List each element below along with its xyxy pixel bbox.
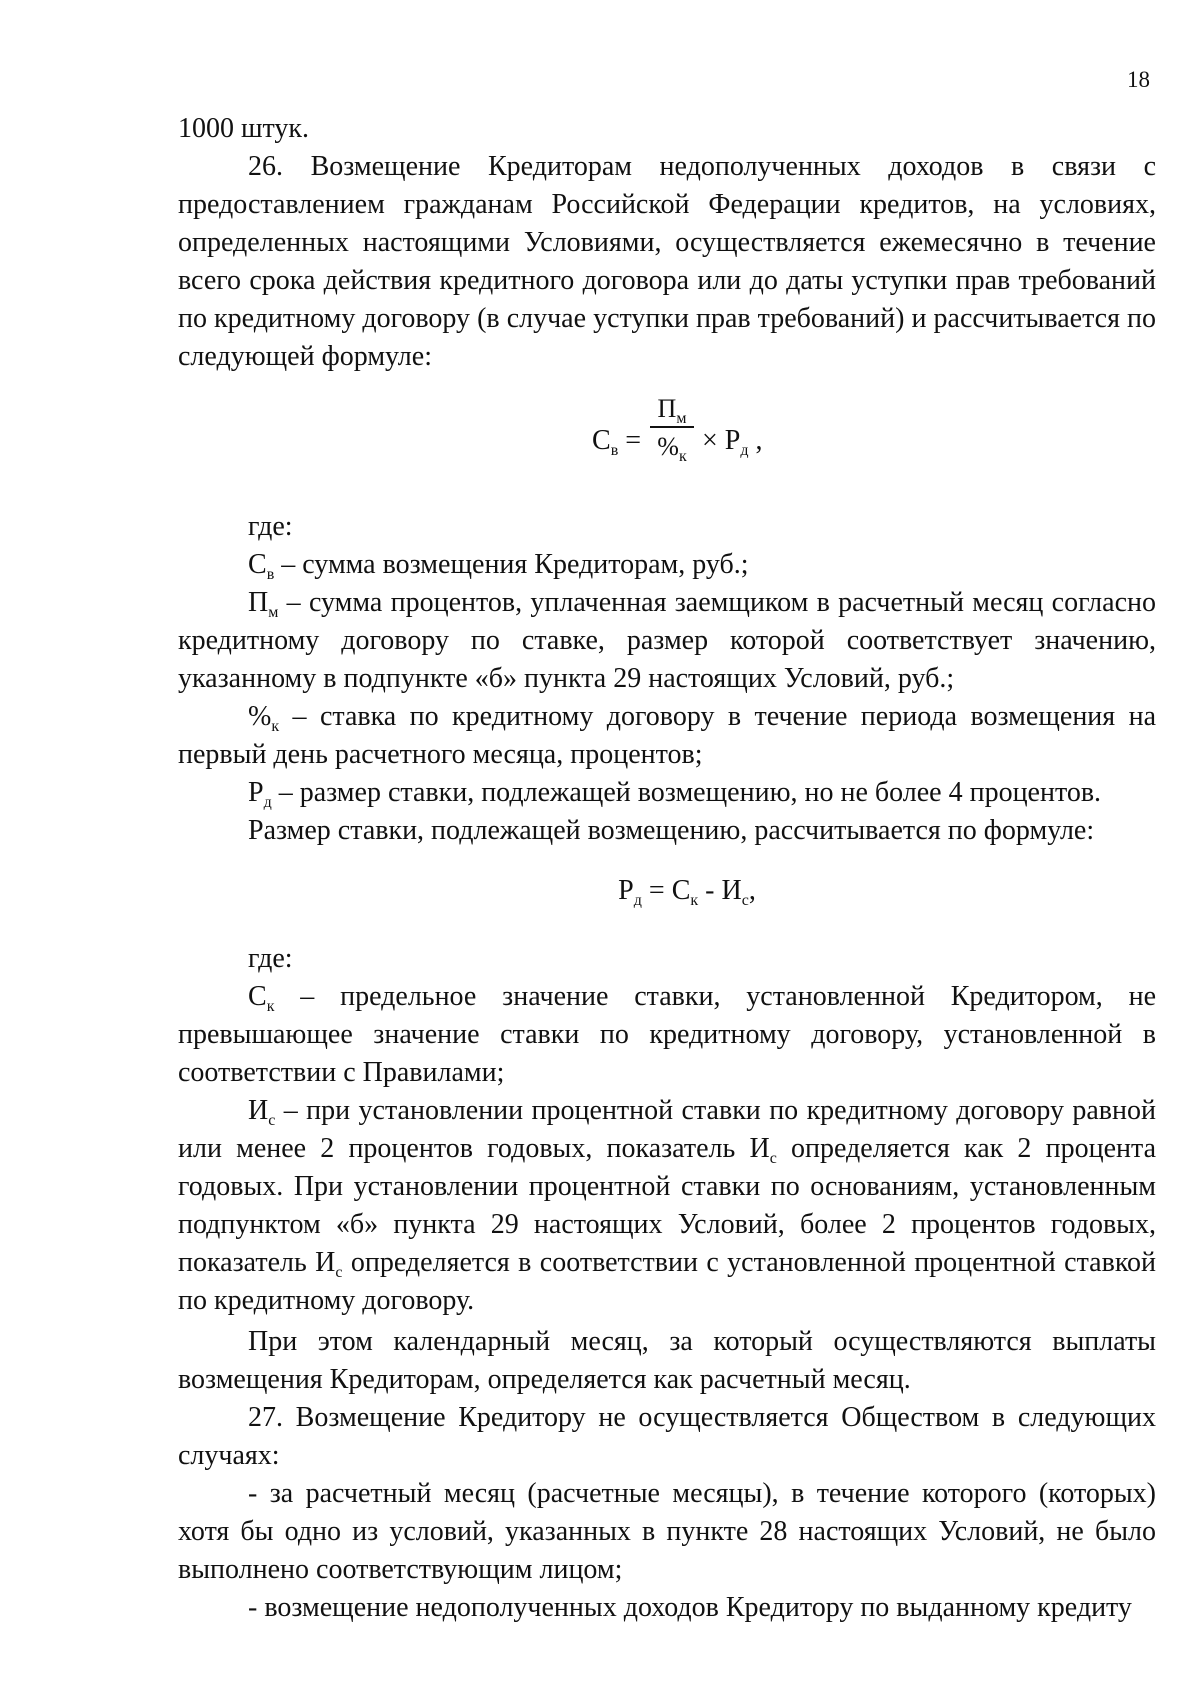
definition-pk: $\%_к$ – ставка по кредитному договору в течение периода возмещения на первый день расчетного месяца, процентов; (178, 701, 1156, 770)
document-body (178, 110, 1156, 1627)
paragraph-calendar-month: При этом календарный месяц, за который осуществляются выплаты возмещения Кредиторам, определяется как расчетный месяц. (178, 1326, 1156, 1395)
list-item: - возмещение недополученных доходов Кредитору по выданному кредиту (248, 1592, 1132, 1623)
formula-rate: $Р_д = С_к - И_с$, (618, 875, 756, 909)
definition-pm: $П_м$ – сумма процентов, уплаченная заемщиком в расчетный месяц согласно кредитному договору по ставке, размер которой соответствует значению, указанному в подпункте «б» пункта 29 настоящих Условий, руб.; (178, 587, 1156, 694)
formula-rhs: × $Р_д$ , (702, 425, 763, 459)
page-number: 18 (1127, 67, 1150, 92)
paragraph-27: 27. Возмещение Кредитору не осуществляется Обществом в следующих случаях: (178, 1402, 1156, 1471)
fraction-bar (650, 426, 694, 428)
definition-ic: $И_с$ – при установлении процентной ставки по кредитному договору равной или менее 2 процентов годовых, показатель $И_с$ определяется как 2 процента годовых. При установлении процентной ставки по основаниям, установленным подпунктом «б» пункта 29 настоящих Условий, более 2 процентов годовых, показатель $И_с$ определяется в соответствии с установленной процентной ставкой по кредитному договору. (178, 1095, 1156, 1316)
definition-cv: $С_в$ – сумма возмещения Кредиторам, руб.; (248, 549, 749, 583)
definition-ck: $С_к$ – предельное значение ставки, установленной Кредитором, не превышающее значение ставки по кредитному договору, установленной в соответствии с Правилами; (178, 981, 1156, 1088)
paragraph-continuation: 1000 штук. (178, 113, 310, 144)
formula-compensation (178, 388, 1156, 488)
where-label: где: (248, 511, 293, 542)
formula-fraction (650, 394, 694, 465)
formula-lhs: $С_в$ = (592, 425, 642, 459)
paragraph-26: 26. Возмещение Кредиторам недополученных доходов в связи с предоставлением гражданам Российской Федерации кредитов, на условиях, определенных настоящими Условиями, осуществляется ежемесячно в течение всего срока действия кредитного договора или до даты уступки прав требований по кредитному договору (в случае уступки прав требований) и рассчитывается по следующей формуле: (178, 151, 1156, 372)
rate-intro: Размер ставки, подлежащей возмещению, рассчитывается по формуле: (248, 815, 1095, 846)
where-label-2: где: (248, 943, 293, 974)
fraction-numerator: $П_м$ (657, 394, 687, 427)
fraction-denominator: $\%_к$ (657, 432, 687, 465)
list-item: - за расчетный месяц (расчетные месяцы), в течение которого (которых) хотя бы одно из условий, указанных в пункте 28 настоящих Условий, не было выполнено соответствующим лицом; (178, 1478, 1156, 1585)
definition-rd: $Р_д$ – размер ставки, подлежащей возмещению, но не более 4 процентов. (248, 777, 1102, 811)
